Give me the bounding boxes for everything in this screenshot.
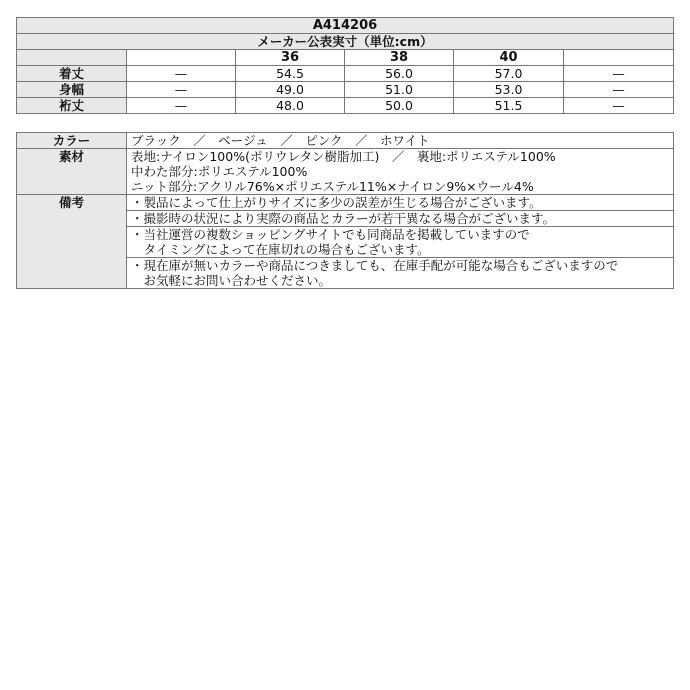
info-table bbox=[16, 132, 674, 289]
table-cell: 51.5 bbox=[454, 98, 564, 114]
size-header bbox=[564, 50, 674, 66]
size-header-corner bbox=[17, 50, 127, 66]
table-cell: 51.0 bbox=[345, 82, 454, 98]
color-value: ブラック ／ ベージュ ／ ピンク ／ ホワイト bbox=[127, 133, 674, 149]
table-row bbox=[17, 82, 674, 98]
size-header: 40 bbox=[454, 50, 564, 66]
size-header bbox=[127, 50, 236, 66]
table-cell: 49.0 bbox=[236, 82, 345, 98]
row-label: 着丈 bbox=[17, 66, 127, 82]
table-cell: 50.0 bbox=[345, 98, 454, 114]
table-cell: 48.0 bbox=[236, 98, 345, 114]
table-cell: 56.0 bbox=[345, 66, 454, 82]
note-item bbox=[127, 210, 673, 226]
notes-row bbox=[17, 195, 674, 289]
product-code: A414206 bbox=[17, 18, 674, 34]
size-header-row bbox=[17, 50, 674, 66]
note-line: ・製品によって仕上がりサイズに多少の誤差が生じる場合がございます。 bbox=[131, 195, 542, 210]
table-cell: — bbox=[127, 98, 236, 114]
note-line: タイミングによって在庫切れの場合もございます。 bbox=[131, 242, 430, 257]
note-item bbox=[127, 226, 673, 257]
note-line: ・撮影時の状況により実際の商品とカラーが若干異なる場合がございます。 bbox=[131, 211, 556, 226]
table-row bbox=[17, 66, 674, 82]
table-row bbox=[17, 98, 674, 114]
material-value bbox=[127, 149, 674, 195]
size-header: 36 bbox=[236, 50, 345, 66]
row-label: 裄丈 bbox=[17, 98, 127, 114]
table-cell: 53.0 bbox=[454, 82, 564, 98]
material-line: 中わた部分:ポリエステル100% bbox=[131, 164, 308, 179]
row-label: 身幅 bbox=[17, 82, 127, 98]
notes-label: 備考 bbox=[17, 195, 127, 289]
material-line: 表地:ナイロン100%(ポリウレタン樹脂加工) ／ 裏地:ポリエステル100% bbox=[131, 149, 556, 164]
material-row bbox=[17, 149, 674, 195]
notes-value bbox=[127, 195, 674, 289]
table-cell: — bbox=[127, 66, 236, 82]
material-line: ニット部分:アクリル76%×ポリエステル11%×ナイロン9%×ウール4% bbox=[131, 179, 534, 194]
color-row bbox=[17, 133, 674, 149]
table-cell: — bbox=[564, 82, 674, 98]
note-item bbox=[127, 257, 673, 288]
size-table bbox=[16, 17, 674, 114]
note-line: お気軽にお問い合わせください。 bbox=[131, 273, 332, 288]
note-line: ・当社運営の複数ショッピングサイトでも同商品を掲載していますので bbox=[131, 227, 530, 242]
note-line: ・現在庫が無いカラーや商品につきましても、在庫手配が可能な場合もございますので bbox=[131, 258, 619, 273]
size-header: 38 bbox=[345, 50, 454, 66]
table-cell: 57.0 bbox=[454, 66, 564, 82]
table-cell: — bbox=[564, 66, 674, 82]
note-item bbox=[127, 195, 673, 210]
color-label: カラー bbox=[17, 133, 127, 149]
table-cell: — bbox=[127, 82, 236, 98]
table-cell: 54.5 bbox=[236, 66, 345, 82]
table-cell: — bbox=[564, 98, 674, 114]
material-label: 素材 bbox=[17, 149, 127, 195]
size-table-subtitle: メーカー公表実寸（単位:cm） bbox=[17, 34, 674, 50]
